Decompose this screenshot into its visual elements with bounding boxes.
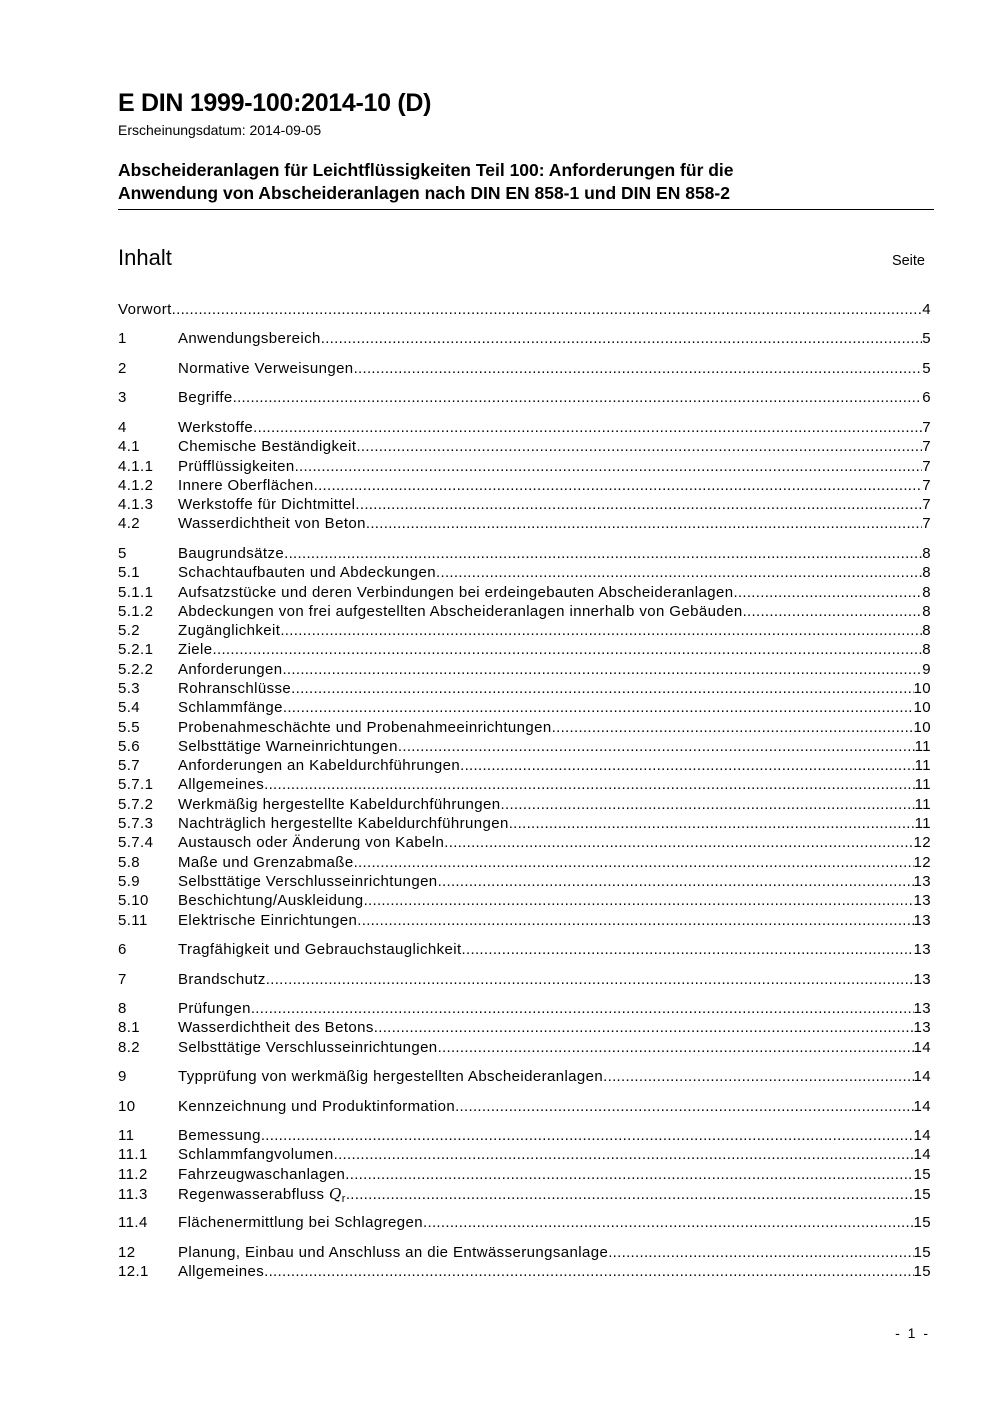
toc-entry-title — [178, 1068, 603, 1085]
toc-entry[interactable] — [118, 834, 931, 853]
toc-page-column-label: Seite — [891, 253, 925, 269]
toc-entry-page: 15 — [913, 1243, 931, 1261]
toc-entry-page: 14 — [913, 1127, 931, 1145]
toc-entry[interactable] — [118, 1039, 931, 1058]
toc-entry-title-text: Austausch oder Änderung von Kabeln — [178, 834, 445, 852]
toc-entry-number: 6 — [118, 941, 127, 959]
toc-entry[interactable] — [118, 776, 931, 795]
dot-leader — [266, 971, 914, 988]
dot-leader — [233, 389, 923, 406]
toc-entry-number: 5 — [118, 544, 127, 562]
dot-leader — [282, 661, 922, 678]
toc-entry-page: 13 — [913, 1000, 931, 1017]
toc-entry-title-text: Allgemeines — [178, 776, 265, 794]
toc-entry-number: 4.1.3 — [118, 496, 154, 514]
toc-entry[interactable] — [118, 815, 931, 834]
toc-entry[interactable] — [118, 1000, 931, 1019]
dot-leader — [509, 815, 915, 832]
dot-leader — [374, 1019, 914, 1036]
toc-entry-page: 13 — [913, 911, 931, 929]
toc-entry[interactable] — [118, 1185, 931, 1204]
toc-group — [118, 1214, 931, 1233]
toc-entry-title-text: Wasserdichtheit des Betons — [178, 1019, 374, 1037]
toc-entry-number: 12 — [118, 1243, 136, 1261]
toc-entry[interactable] — [118, 699, 931, 718]
toc-entry-title-text: Anwendungsbereich — [178, 330, 321, 348]
dot-leader — [444, 834, 913, 851]
toc-entry-title-text: Wasserdichtheit von Beton — [178, 515, 366, 533]
toc-entry-title — [178, 477, 314, 494]
dot-leader — [354, 360, 923, 377]
toc-entry-title-text: Schachtaufbauten und Abdeckungen — [178, 564, 437, 582]
dot-leader — [291, 680, 913, 697]
toc-entry-number: 5.1.1 — [118, 583, 154, 601]
toc-entry-title — [178, 738, 398, 755]
toc-entry[interactable] — [118, 301, 931, 320]
toc-entry[interactable] — [118, 360, 931, 379]
toc-entry-title-text: Probenahmeschächte und Probenahmeeinrichtungen — [178, 718, 552, 736]
dot-leader — [261, 1127, 914, 1144]
toc-entry-number: 1 — [118, 330, 127, 348]
toc-entry-number: 5.6 — [118, 737, 141, 755]
dot-leader — [438, 1039, 914, 1056]
toc-entry-title-text: Schlammfänge — [178, 699, 283, 717]
toc-entry-number: 5.7 — [118, 757, 141, 775]
toc-entry-title-text: Innere Oberflächen — [178, 476, 314, 494]
toc-entry[interactable] — [118, 912, 931, 931]
toc-entry[interactable] — [118, 661, 931, 680]
document-title-line: Anwendung von Abscheideranlagen nach DIN EN 858-1 und DIN EN 858-2 — [118, 183, 730, 203]
toc-entry-number: 8.1 — [118, 1019, 141, 1037]
toc-entry-title — [178, 1214, 423, 1231]
toc-entry-title — [178, 815, 509, 832]
toc-entry-page: 7 — [922, 476, 931, 494]
toc-entry-title — [178, 584, 733, 601]
toc-entry-number: 4.2 — [118, 515, 141, 533]
toc-entry-title-text: Kennzeichnung und Produktinformation — [178, 1097, 456, 1115]
toc-entry-number: 4.1.1 — [118, 457, 154, 475]
toc-entry-number: 4.1.2 — [118, 476, 154, 494]
dot-leader — [354, 854, 914, 871]
toc-entry[interactable] — [118, 1244, 931, 1263]
toc-entry-title-text: Selbsttätige Warneinrichtungen — [178, 737, 398, 755]
dot-leader — [172, 301, 923, 318]
toc-entry-title-text: Bemessung — [178, 1127, 261, 1145]
toc-entry-title — [178, 912, 357, 929]
dot-leader — [213, 641, 923, 658]
toc-entry-number: 11 — [118, 1127, 135, 1145]
dot-leader — [733, 584, 922, 601]
toc-entry-title — [178, 419, 253, 436]
toc-entry-title-text: Nachträglich hergestellte Kabeldurchführungen — [178, 815, 509, 833]
toc-entry-title — [178, 515, 366, 532]
toc-entry-title-text: Selbsttätige Verschlusseinrichtungen — [178, 1038, 438, 1056]
document-id: E DIN 1999-100:2014-10 (D) — [118, 89, 432, 117]
dot-leader — [501, 796, 915, 813]
toc-entry-title-text: Rohranschlüsse — [178, 679, 292, 697]
toc-entry-number: 4.1 — [118, 438, 141, 456]
toc-entry-title — [178, 796, 501, 813]
dot-leader — [334, 1146, 914, 1163]
toc-entry-title — [178, 1019, 374, 1036]
toc-entry-title — [178, 680, 291, 697]
dot-leader — [264, 776, 915, 793]
toc-entry-page: 11 — [914, 815, 931, 833]
toc-entry-page: 9 — [922, 660, 931, 678]
toc-entry-title — [178, 622, 280, 639]
toc-entry[interactable] — [118, 477, 931, 496]
toc-entry-title — [178, 1263, 264, 1280]
toc-entry-title — [178, 545, 284, 562]
toc-entry-number: 2 — [118, 359, 127, 377]
toc-entry-number: 5.9 — [118, 872, 141, 890]
toc-entry-number: 5.2.1 — [118, 641, 154, 659]
toc-entry-title — [178, 458, 295, 475]
symbol-subscript: r — [341, 1192, 346, 1205]
toc-entry-number: 10 — [118, 1097, 136, 1115]
toc-entry-title — [178, 661, 282, 678]
toc-entry-title-text: Maße und Grenzabmaße — [178, 853, 354, 871]
toc-entry-title-text: Begriffe — [178, 389, 233, 407]
toc-entry-title — [178, 1244, 608, 1261]
toc-entry-number: 7 — [118, 970, 127, 988]
toc-group — [118, 389, 931, 408]
toc-entry-title-text: Typprüfung von werkmäßig hergestellten Abscheideranlagen — [178, 1068, 604, 1086]
toc-group — [118, 941, 931, 960]
dot-leader — [345, 1166, 913, 1183]
dot-leader — [284, 545, 922, 562]
toc-entry[interactable] — [118, 641, 931, 660]
toc-entry-page: 8 — [922, 564, 931, 582]
toc-entry-page: 8 — [922, 602, 931, 620]
dot-leader — [438, 873, 914, 890]
toc-entry-title-text: Beschichtung/Auskleidung — [178, 892, 364, 910]
toc-entry-title — [178, 757, 460, 774]
toc-entry-page: 12 — [913, 853, 931, 871]
toc-group — [118, 1127, 931, 1204]
toc-entry-page: 10 — [913, 718, 931, 736]
toc-entry-title — [178, 1127, 261, 1144]
toc-entry-title-text: Elektrische Einrichtungen — [178, 911, 358, 929]
toc-entry-title — [178, 699, 283, 716]
toc-entry-number: 5.11 — [118, 911, 148, 929]
document-title-line: Abscheideranlagen für Leichtflüssigkeiten Teil 100: Anforderungen für die — [118, 160, 734, 180]
toc-entry[interactable] — [118, 680, 931, 699]
toc-entry-title — [178, 776, 264, 793]
toc-entry-title-text: Allgemeines — [178, 1263, 265, 1281]
dot-leader — [364, 892, 914, 909]
toc-entry-title-text: Tragfähigkeit und Gebrauchstauglichkeit — [178, 941, 462, 959]
toc-entry-page: 11 — [914, 737, 931, 755]
toc-entry-title-text: Werkstoffe für Dichtmittel — [178, 496, 356, 514]
toc-entry[interactable] — [118, 622, 931, 641]
toc-entry[interactable] — [118, 892, 931, 911]
toc-entry-title — [178, 496, 355, 513]
toc-entry-title-text: Schlammfangvolumen — [178, 1146, 334, 1164]
toc-entry-number: 5.7.2 — [118, 795, 154, 813]
toc-entry-title — [178, 719, 552, 736]
toc-entry-title-text: Baugrundsätze — [178, 544, 285, 562]
dot-leader — [321, 330, 923, 347]
toc-entry-title-text: Anforderungen an Kabeldurchführungen — [178, 757, 461, 775]
toc-entry-title-text: Anforderungen — [178, 660, 283, 678]
toc-entry-number: 5.5 — [118, 718, 141, 736]
dot-leader — [356, 438, 922, 455]
toc-entry[interactable] — [118, 1127, 931, 1146]
toc-entry-page: 10 — [913, 699, 931, 717]
toc-group — [118, 301, 931, 320]
toc-entry-number: 9 — [118, 1068, 127, 1086]
dot-leader — [314, 477, 923, 494]
dot-leader — [346, 1186, 914, 1203]
toc-entry-title — [178, 1146, 334, 1163]
toc-group — [118, 1244, 931, 1283]
toc-entry-number: 3 — [118, 389, 127, 407]
toc-entry-number: 5.7.3 — [118, 815, 154, 833]
toc-group — [118, 1068, 931, 1087]
toc-entry[interactable] — [118, 1019, 931, 1038]
dot-leader — [460, 757, 915, 774]
toc-entry-title-text: Abdeckungen von frei aufgestellten Abscheideranlagen innerhalb von Gebäuden — [178, 602, 743, 620]
toc-entry-title — [178, 971, 266, 988]
toc-entry-title — [178, 873, 438, 890]
toc-entry-number: 12.1 — [118, 1263, 149, 1281]
toc-entry-page: 8 — [922, 641, 931, 659]
toc-entry-title-text: Prüfflüssigkeiten — [178, 457, 295, 475]
toc-entry-page: 5 — [922, 359, 931, 377]
toc-entry-title — [178, 1000, 251, 1017]
toc-entry[interactable] — [118, 738, 931, 757]
toc-entry-number: 5.8 — [118, 853, 141, 871]
toc-entry-page: 11 — [914, 795, 931, 813]
toc-entry[interactable] — [118, 603, 931, 622]
toc-entry-title-text: Flächenermittlung bei Schlagregen — [178, 1214, 424, 1232]
toc-entry-page: 13 — [913, 872, 931, 890]
toc-entry-page: 5 — [922, 330, 931, 348]
dot-leader — [366, 515, 922, 532]
toc-entry-number: 5.1 — [118, 564, 141, 582]
dot-leader — [295, 458, 923, 475]
toc-entry[interactable] — [118, 1214, 931, 1233]
toc-entry-title-text: Prüfungen — [178, 1000, 251, 1017]
toc-entry[interactable] — [118, 1263, 931, 1282]
toc-entry-title — [178, 1185, 346, 1204]
toc-entry-page: 11 — [914, 757, 931, 775]
toc-entry-title — [178, 834, 444, 851]
dot-leader — [743, 603, 923, 620]
toc-entry-number: 5.2.2 — [118, 660, 154, 678]
dot-leader — [253, 419, 922, 436]
toc-entry-title-text: Selbsttätige Verschlusseinrichtungen — [178, 872, 438, 890]
formula-symbol — [329, 1185, 346, 1203]
toc-entry-number: 8 — [118, 1000, 127, 1017]
toc-entry-page: 14 — [913, 1097, 931, 1115]
toc-entry-page: 14 — [913, 1068, 931, 1086]
toc-entry-title — [178, 389, 233, 406]
toc-entry-page: 10 — [913, 679, 931, 697]
toc-entry-number: 5.7.1 — [118, 776, 154, 794]
toc-entry-page: 14 — [913, 1146, 931, 1164]
toc-entry[interactable] — [118, 796, 931, 815]
toc-entry-page: 15 — [913, 1214, 931, 1232]
toc-entry[interactable] — [118, 971, 931, 990]
toc-entry-number: 11.2 — [118, 1165, 148, 1183]
dot-leader — [264, 1263, 913, 1280]
dot-leader — [608, 1244, 913, 1261]
toc-entry-number: 5.4 — [118, 699, 141, 717]
toc-entry-title — [178, 941, 462, 958]
toc-entry-number: 5.2 — [118, 622, 141, 640]
table-of-contents — [118, 301, 931, 1283]
toc-entry-title-text: Werkstoffe — [178, 418, 254, 436]
toc-entry-number: 11.3 — [118, 1185, 148, 1203]
toc-entry[interactable] — [118, 873, 931, 892]
toc-entry-number: 8.2 — [118, 1038, 141, 1056]
dot-leader — [455, 1098, 913, 1115]
toc-entry[interactable] — [118, 854, 931, 873]
toc-entry-title — [118, 301, 172, 318]
toc-entry-title — [178, 892, 364, 909]
toc-entry[interactable] — [118, 419, 931, 438]
toc-entry-page: 7 — [922, 438, 931, 456]
toc-entry-title — [178, 854, 354, 871]
toc-entry-title — [178, 1098, 455, 1115]
toc-entry-title — [178, 360, 354, 377]
toc-entry-page: 8 — [922, 622, 931, 640]
toc-entry-page: 15 — [913, 1263, 931, 1281]
toc-entry[interactable] — [118, 1098, 931, 1117]
dot-leader — [423, 1214, 913, 1231]
toc-entry-title-text: Werkmäßig hergestellte Kabeldurchführungen — [178, 795, 501, 813]
toc-group — [118, 971, 931, 990]
toc-entry[interactable] — [118, 1146, 931, 1165]
toc-entry-page: 13 — [913, 892, 931, 910]
toc-entry-page: 13 — [913, 1019, 931, 1037]
toc-entry-title — [178, 603, 743, 620]
document-title — [118, 159, 934, 210]
page-number: - 1 - — [895, 1325, 930, 1341]
toc-group — [118, 1098, 931, 1117]
toc-entry-number: 5.10 — [118, 892, 149, 910]
dot-leader — [355, 496, 922, 513]
toc-entry-number: 5.7.4 — [118, 834, 154, 852]
toc-entry-title-text: Ziele — [178, 641, 213, 659]
dot-leader — [603, 1068, 913, 1085]
toc-entry-page: 15 — [913, 1165, 931, 1183]
dot-leader — [280, 622, 922, 639]
toc-entry-title-text: Zugänglichkeit — [178, 622, 281, 640]
toc-group — [118, 419, 931, 535]
toc-entry-page: 11 — [914, 776, 931, 794]
toc-entry[interactable] — [118, 496, 931, 515]
toc-entry-title-text: Fahrzeugwaschanlagen — [178, 1165, 346, 1183]
dot-leader — [462, 941, 914, 958]
dot-leader — [251, 1000, 914, 1017]
toc-entry[interactable] — [118, 438, 931, 457]
toc-entry[interactable] — [118, 941, 931, 960]
toc-entry-title — [178, 330, 321, 347]
toc-entry[interactable] — [118, 719, 931, 738]
toc-entry-title — [178, 1039, 438, 1056]
publication-date: Erscheinungsdatum: 2014-09-05 — [118, 122, 322, 138]
toc-entry-title-text: Planung, Einbau und Anschluss an die Entwässerungsanlage — [178, 1243, 609, 1261]
dot-leader — [283, 699, 914, 716]
toc-group — [118, 1000, 931, 1058]
toc-group — [118, 545, 931, 931]
toc-entry-number: 11.4 — [118, 1214, 148, 1232]
toc-entry-title — [178, 641, 213, 658]
toc-entry[interactable] — [118, 545, 931, 564]
toc-entry-page: 13 — [913, 941, 931, 959]
toc-entry-page: 8 — [922, 544, 931, 562]
toc-entry-title-text: Brandschutz — [178, 970, 266, 988]
toc-entry[interactable] — [118, 330, 931, 349]
toc-entry-number: 5.1.2 — [118, 602, 154, 620]
dot-leader — [552, 719, 914, 736]
toc-entry[interactable] — [118, 458, 931, 477]
toc-entry[interactable] — [118, 584, 931, 603]
toc-entry-page: 12 — [913, 834, 931, 852]
dot-leader — [357, 912, 913, 929]
toc-group — [118, 360, 931, 379]
toc-entry-page: 7 — [922, 457, 931, 475]
toc-entry-page: 15 — [913, 1185, 931, 1203]
symbol: Q — [329, 1184, 342, 1203]
toc-entry-title — [178, 438, 356, 455]
toc-entry[interactable] — [118, 1166, 931, 1185]
toc-entry[interactable] — [118, 515, 931, 534]
toc-entry-number: 4 — [118, 418, 127, 436]
toc-entry-page: 7 — [922, 496, 931, 514]
toc-entry-title — [178, 564, 436, 581]
toc-entry-page: 14 — [913, 1038, 931, 1056]
toc-entry-page: 13 — [913, 970, 931, 988]
toc-entry-page: 8 — [922, 583, 931, 601]
toc-entry-page: 6 — [922, 389, 931, 407]
toc-entry[interactable] — [118, 757, 931, 776]
toc-entry-title-text: Normative Verweisungen — [178, 359, 354, 377]
toc-entry-page: 7 — [922, 515, 931, 533]
toc-entry-number: 5.3 — [118, 679, 141, 697]
toc-entry-title-text: Vorwort — [118, 301, 172, 318]
toc-entry[interactable] — [118, 1068, 931, 1087]
toc-group — [118, 330, 931, 349]
dot-leader — [436, 564, 922, 581]
toc-entry-number: 11.1 — [118, 1146, 148, 1164]
toc-entry-title — [178, 1166, 345, 1183]
toc-entry-page: 7 — [922, 418, 931, 436]
toc-entry-title-text: Chemische Beständigkeit — [178, 438, 357, 456]
toc-heading: Inhalt — [118, 245, 172, 270]
toc-entry[interactable] — [118, 389, 931, 408]
toc-entry-page: 4 — [922, 301, 931, 318]
dot-leader — [398, 738, 915, 755]
toc-entry-title-text: Regenwasserabfluss — [178, 1185, 325, 1203]
toc-entry[interactable] — [118, 564, 931, 583]
toc-entry-title-text: Aufsatzstücke und deren Verbindungen bei erdeingebauten Abscheideranlagen — [178, 583, 734, 601]
